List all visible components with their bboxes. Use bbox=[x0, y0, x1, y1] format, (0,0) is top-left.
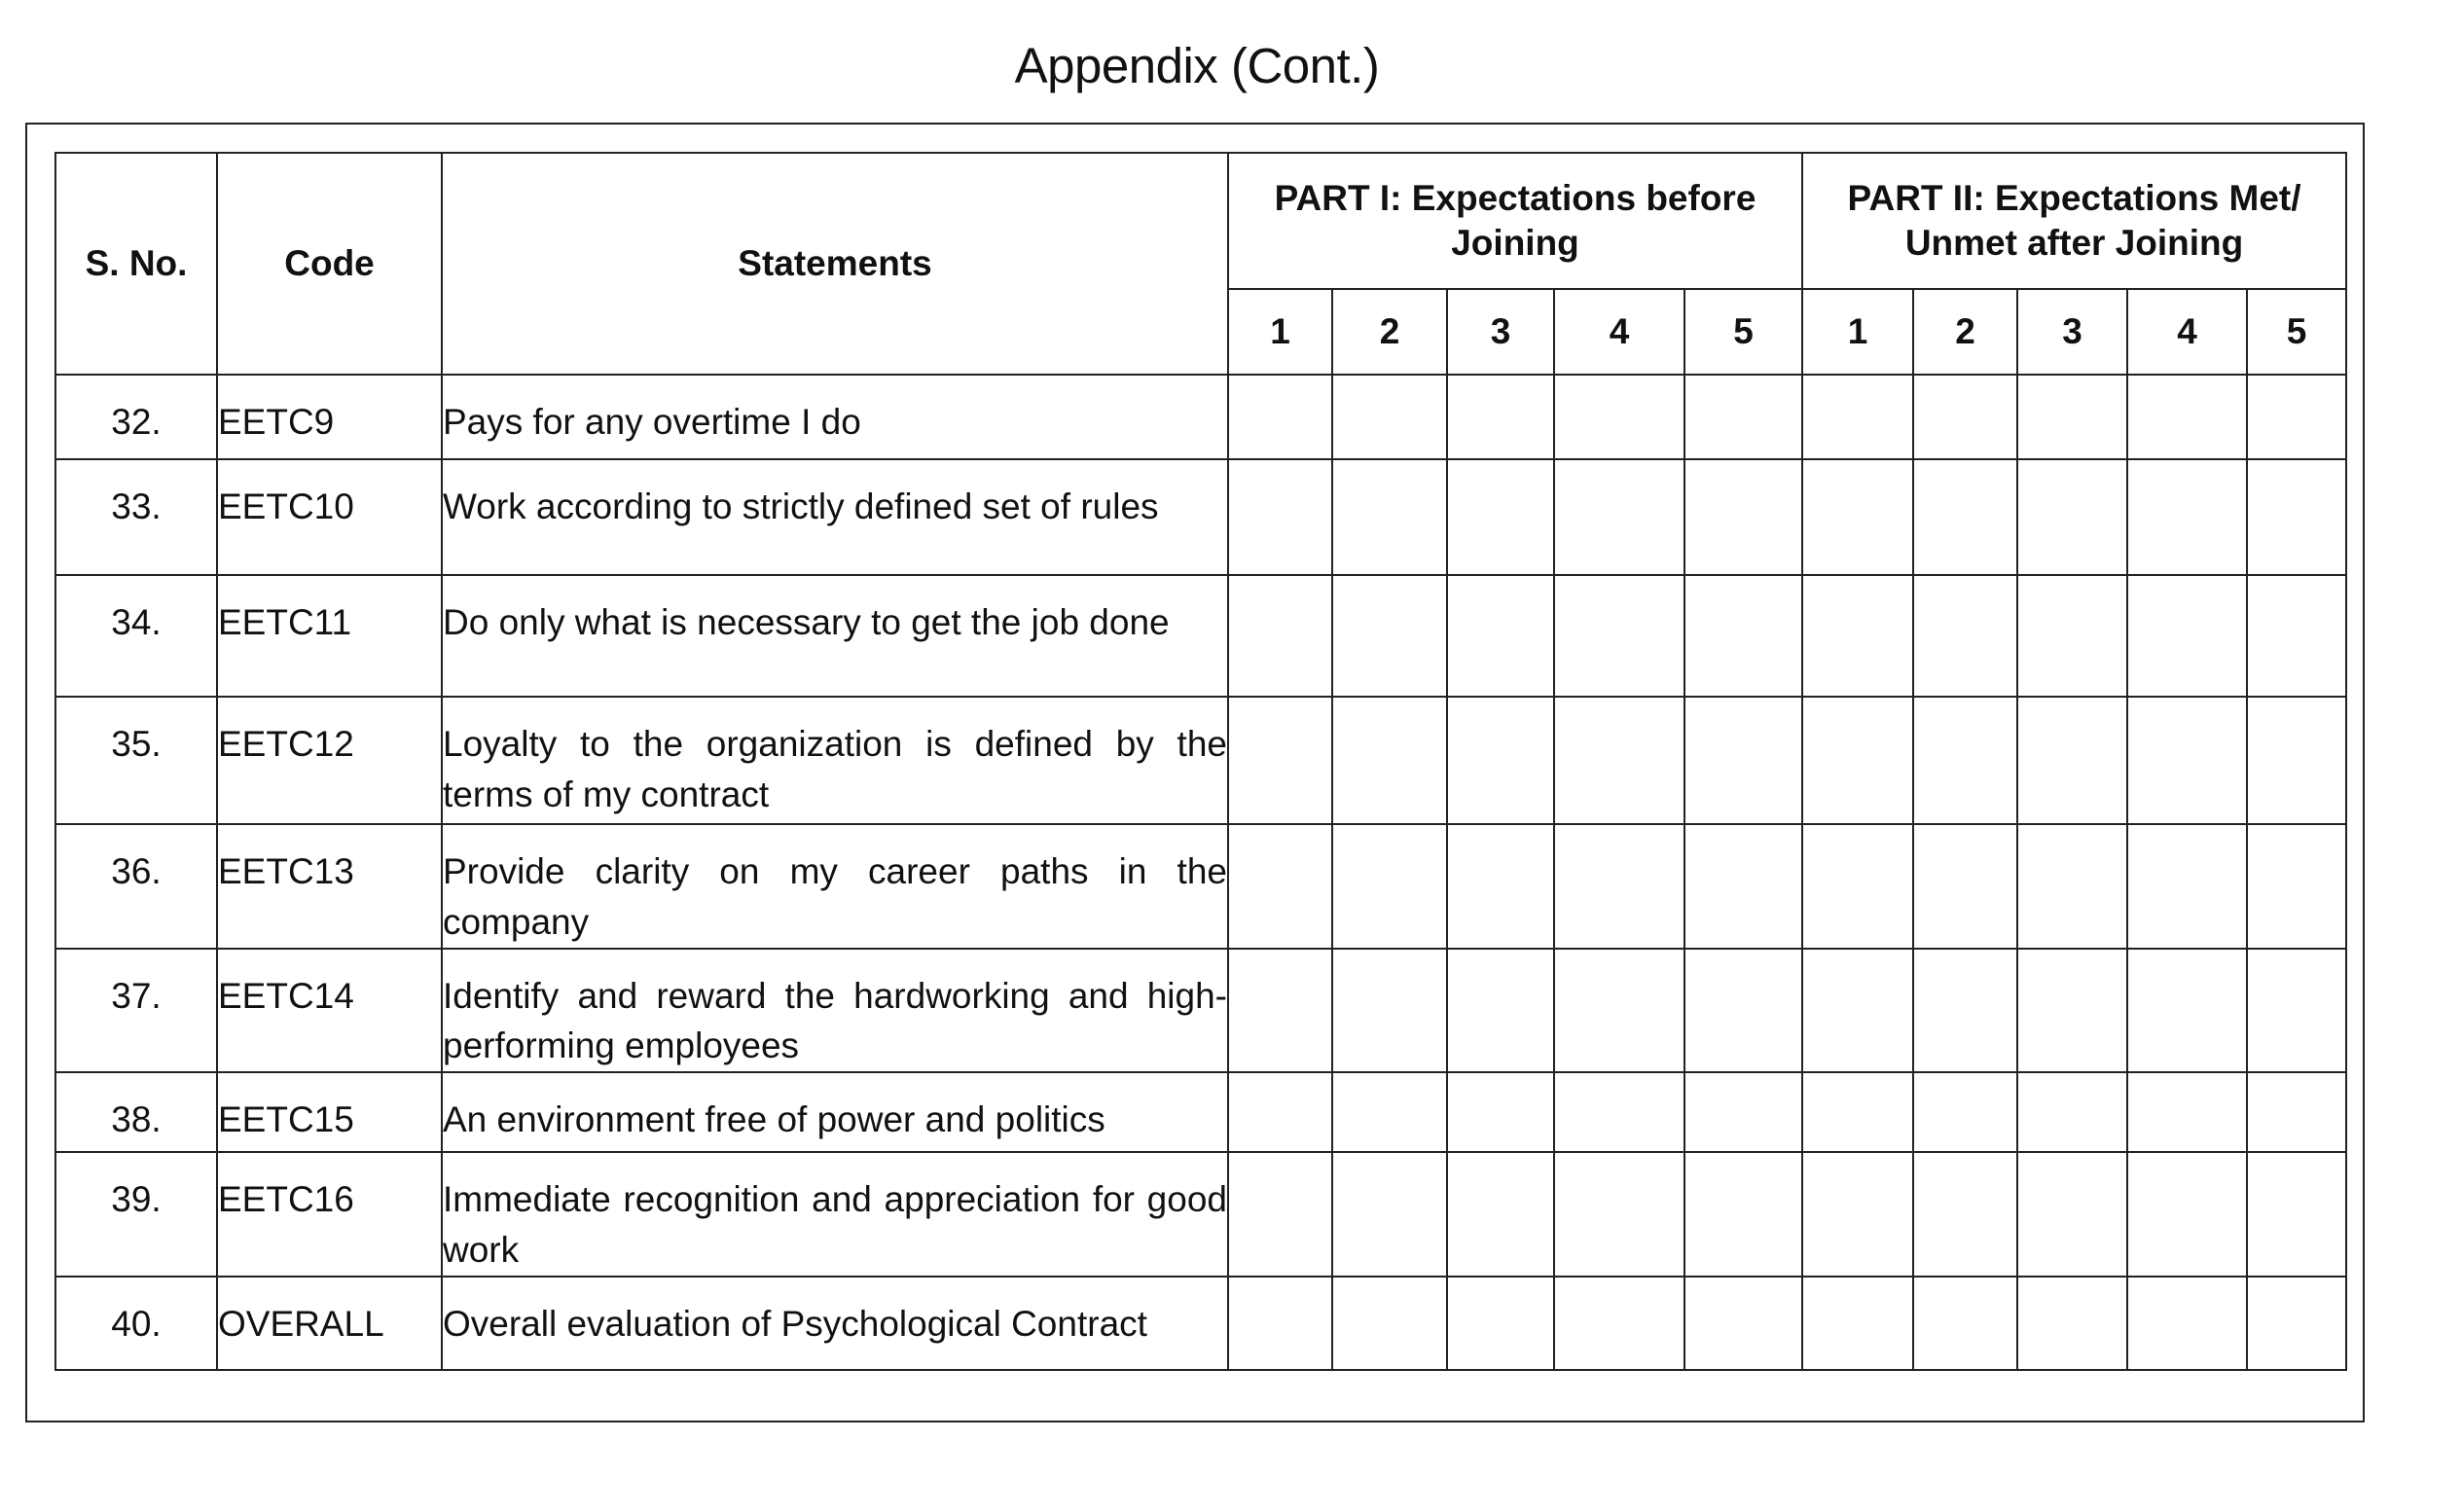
part1-rating-cell-3[interactable] bbox=[1447, 949, 1554, 1073]
header-part2: PART II: Expectations Met/ Unmet after Joining bbox=[1802, 153, 2346, 289]
page-title: Appendix (Cont.) bbox=[1014, 38, 1380, 93]
part2-scale-1: 1 bbox=[1802, 289, 1913, 375]
table-row bbox=[55, 459, 2346, 575]
part2-rating-cell-4[interactable] bbox=[2127, 697, 2247, 824]
part2-rating-cell-2[interactable] bbox=[1913, 1152, 2017, 1277]
header-code: Code bbox=[217, 153, 442, 375]
part2-rating-cell-5[interactable] bbox=[2247, 697, 2346, 824]
part1-rating-cell-1[interactable] bbox=[1228, 697, 1332, 824]
row-code: EETC10 bbox=[217, 459, 442, 575]
row-code: EETC16 bbox=[217, 1152, 442, 1277]
row-code: OVERALL bbox=[217, 1277, 442, 1370]
table-row bbox=[55, 1152, 2346, 1277]
part1-rating-cell-3[interactable] bbox=[1447, 459, 1554, 575]
part1-rating-cell-4[interactable] bbox=[1554, 459, 1684, 575]
part2-rating-cell-5[interactable] bbox=[2247, 575, 2346, 697]
part1-rating-cell-1[interactable] bbox=[1228, 1277, 1332, 1370]
part1-scale-4: 4 bbox=[1554, 289, 1684, 375]
row-statement: Overall evaluation of Psychological Contract bbox=[442, 1277, 1228, 1370]
row-sno: 40. bbox=[55, 1277, 217, 1370]
part1-rating-cell-2[interactable] bbox=[1332, 1152, 1447, 1277]
part1-rating-cell-1[interactable] bbox=[1228, 575, 1332, 697]
part1-rating-cell-1[interactable] bbox=[1228, 949, 1332, 1073]
part1-rating-cell-5[interactable] bbox=[1684, 459, 1802, 575]
part2-rating-cell-4[interactable] bbox=[2127, 1152, 2247, 1277]
table-body bbox=[55, 375, 2346, 1370]
part2-rating-cell-1[interactable] bbox=[1802, 1277, 1913, 1370]
part2-rating-cell-3[interactable] bbox=[2017, 1072, 2127, 1152]
part2-rating-cell-1[interactable] bbox=[1802, 824, 1913, 949]
part2-rating-cell-1[interactable] bbox=[1802, 459, 1913, 575]
table-row bbox=[55, 1072, 2346, 1152]
part2-rating-cell-5[interactable] bbox=[2247, 949, 2346, 1073]
part1-scale-5: 5 bbox=[1684, 289, 1802, 375]
row-statement: Immediate recognition and appreciation for good work bbox=[442, 1152, 1228, 1277]
header-part1: PART I: Expectations before Joining bbox=[1228, 153, 1802, 289]
part2-rating-cell-4[interactable] bbox=[2127, 1072, 2247, 1152]
part1-rating-cell-3[interactable] bbox=[1447, 824, 1554, 949]
part1-rating-cell-5[interactable] bbox=[1684, 1072, 1802, 1152]
part1-scale-3: 3 bbox=[1447, 289, 1554, 375]
part2-rating-cell-4[interactable] bbox=[2127, 949, 2247, 1073]
part1-rating-cell-1[interactable] bbox=[1228, 1072, 1332, 1152]
header-statements: Statements bbox=[442, 153, 1228, 375]
part2-rating-cell-4[interactable] bbox=[2127, 575, 2247, 697]
part1-rating-cell-3[interactable] bbox=[1447, 1152, 1554, 1277]
table-row bbox=[55, 824, 2346, 949]
part2-rating-cell-3[interactable] bbox=[2017, 375, 2127, 459]
row-sno: 32. bbox=[55, 375, 217, 459]
part1-rating-cell-4[interactable] bbox=[1554, 1072, 1684, 1152]
row-sno: 37. bbox=[55, 949, 217, 1073]
part2-rating-cell-5[interactable] bbox=[2247, 375, 2346, 459]
part2-rating-cell-2[interactable] bbox=[1913, 824, 2017, 949]
part1-rating-cell-3[interactable] bbox=[1447, 1277, 1554, 1370]
part1-rating-cell-5[interactable] bbox=[1684, 375, 1802, 459]
row-code: EETC11 bbox=[217, 575, 442, 697]
part2-rating-cell-5[interactable] bbox=[2247, 459, 2346, 575]
part2-rating-cell-1[interactable] bbox=[1802, 1072, 1913, 1152]
part2-rating-cell-4[interactable] bbox=[2127, 375, 2247, 459]
row-statement: Provide clarity on my career paths in the company bbox=[442, 824, 1228, 949]
row-sno: 36. bbox=[55, 824, 217, 949]
table-row bbox=[55, 697, 2346, 824]
part2-rating-cell-3[interactable] bbox=[2017, 949, 2127, 1073]
part2-rating-cell-1[interactable] bbox=[1802, 375, 1913, 459]
part1-rating-cell-3[interactable] bbox=[1447, 575, 1554, 697]
part1-scale-1: 1 bbox=[1228, 289, 1332, 375]
part2-rating-cell-5[interactable] bbox=[2247, 1277, 2346, 1370]
part1-rating-cell-5[interactable] bbox=[1684, 575, 1802, 697]
row-statement: Pays for any overtime I do bbox=[442, 375, 1228, 459]
part1-rating-cell-4[interactable] bbox=[1554, 824, 1684, 949]
part2-scale-4: 4 bbox=[2127, 289, 2247, 375]
part1-rating-cell-1[interactable] bbox=[1228, 1152, 1332, 1277]
part1-rating-cell-5[interactable] bbox=[1684, 824, 1802, 949]
row-statement: Loyalty to the organization is defined by the terms of my contract bbox=[442, 697, 1228, 824]
part2-rating-cell-1[interactable] bbox=[1802, 1152, 1913, 1277]
row-sno: 38. bbox=[55, 1072, 217, 1152]
part1-rating-cell-1[interactable] bbox=[1228, 375, 1332, 459]
part2-rating-cell-2[interactable] bbox=[1913, 1277, 2017, 1370]
part1-rating-cell-4[interactable] bbox=[1554, 575, 1684, 697]
part1-rating-cell-4[interactable] bbox=[1554, 1152, 1684, 1277]
part2-rating-cell-3[interactable] bbox=[2017, 1277, 2127, 1370]
row-code: EETC14 bbox=[217, 949, 442, 1073]
part1-rating-cell-2[interactable] bbox=[1332, 824, 1447, 949]
part2-rating-cell-2[interactable] bbox=[1913, 1072, 2017, 1152]
part1-rating-cell-4[interactable] bbox=[1554, 375, 1684, 459]
row-code: EETC15 bbox=[217, 1072, 442, 1152]
part1-rating-cell-2[interactable] bbox=[1332, 697, 1447, 824]
part2-rating-cell-1[interactable] bbox=[1802, 697, 1913, 824]
part1-rating-cell-3[interactable] bbox=[1447, 697, 1554, 824]
part2-rating-cell-4[interactable] bbox=[2127, 459, 2247, 575]
part2-scale-3: 3 bbox=[2017, 289, 2127, 375]
row-sno: 39. bbox=[55, 1152, 217, 1277]
part2-rating-cell-3[interactable] bbox=[2017, 575, 2127, 697]
part2-rating-cell-2[interactable] bbox=[1913, 375, 2017, 459]
part2-rating-cell-3[interactable] bbox=[2017, 824, 2127, 949]
row-sno: 35. bbox=[55, 697, 217, 824]
row-statement: Work according to strictly defined set of rules bbox=[442, 459, 1228, 575]
part1-rating-cell-4[interactable] bbox=[1554, 1277, 1684, 1370]
table-row bbox=[55, 949, 2346, 1073]
part1-rating-cell-4[interactable] bbox=[1554, 697, 1684, 824]
row-code: EETC12 bbox=[217, 697, 442, 824]
row-statement: An environment free of power and politics bbox=[442, 1072, 1228, 1152]
part2-rating-cell-1[interactable] bbox=[1802, 575, 1913, 697]
part1-rating-cell-4[interactable] bbox=[1554, 949, 1684, 1073]
part2-rating-cell-5[interactable] bbox=[2247, 1072, 2346, 1152]
part1-rating-cell-2[interactable] bbox=[1332, 949, 1447, 1073]
row-code: EETC9 bbox=[217, 375, 442, 459]
part2-rating-cell-4[interactable] bbox=[2127, 824, 2247, 949]
part1-rating-cell-5[interactable] bbox=[1684, 1152, 1802, 1277]
part2-rating-cell-2[interactable] bbox=[1913, 949, 2017, 1073]
row-sno: 34. bbox=[55, 575, 217, 697]
part1-rating-cell-2[interactable] bbox=[1332, 459, 1447, 575]
part1-rating-cell-5[interactable] bbox=[1684, 697, 1802, 824]
part1-rating-cell-2[interactable] bbox=[1332, 1072, 1447, 1152]
survey-table bbox=[54, 152, 2347, 1371]
part1-rating-cell-2[interactable] bbox=[1332, 575, 1447, 697]
part2-rating-cell-4[interactable] bbox=[2127, 1277, 2247, 1370]
part2-rating-cell-3[interactable] bbox=[2017, 459, 2127, 575]
table-row bbox=[55, 375, 2346, 459]
header-sno: S. No. bbox=[55, 153, 217, 375]
table-row bbox=[55, 1277, 2346, 1370]
part1-scale-2: 2 bbox=[1332, 289, 1447, 375]
part2-scale-5: 5 bbox=[2247, 289, 2346, 375]
part1-rating-cell-5[interactable] bbox=[1684, 1277, 1802, 1370]
part2-rating-cell-5[interactable] bbox=[2247, 824, 2346, 949]
part1-rating-cell-3[interactable] bbox=[1447, 1072, 1554, 1152]
part1-rating-cell-3[interactable] bbox=[1447, 375, 1554, 459]
part1-rating-cell-2[interactable] bbox=[1332, 1277, 1447, 1370]
table-row bbox=[55, 575, 2346, 697]
part1-rating-cell-1[interactable] bbox=[1228, 824, 1332, 949]
row-code: EETC13 bbox=[217, 824, 442, 949]
part2-rating-cell-2[interactable] bbox=[1913, 459, 2017, 575]
row-statement: Identify and reward the hardworking and high-performing employees bbox=[442, 949, 1228, 1073]
part2-rating-cell-5[interactable] bbox=[2247, 1152, 2346, 1277]
row-sno: 33. bbox=[55, 459, 217, 575]
part2-rating-cell-1[interactable] bbox=[1802, 949, 1913, 1073]
part1-rating-cell-1[interactable] bbox=[1228, 459, 1332, 575]
part2-rating-cell-3[interactable] bbox=[2017, 1152, 2127, 1277]
part2-rating-cell-2[interactable] bbox=[1913, 575, 2017, 697]
part1-rating-cell-5[interactable] bbox=[1684, 949, 1802, 1073]
part2-rating-cell-3[interactable] bbox=[2017, 697, 2127, 824]
part2-scale-2: 2 bbox=[1913, 289, 2017, 375]
part2-rating-cell-2[interactable] bbox=[1913, 697, 2017, 824]
row-statement: Do only what is necessary to get the job done bbox=[442, 575, 1228, 697]
part1-rating-cell-2[interactable] bbox=[1332, 375, 1447, 459]
